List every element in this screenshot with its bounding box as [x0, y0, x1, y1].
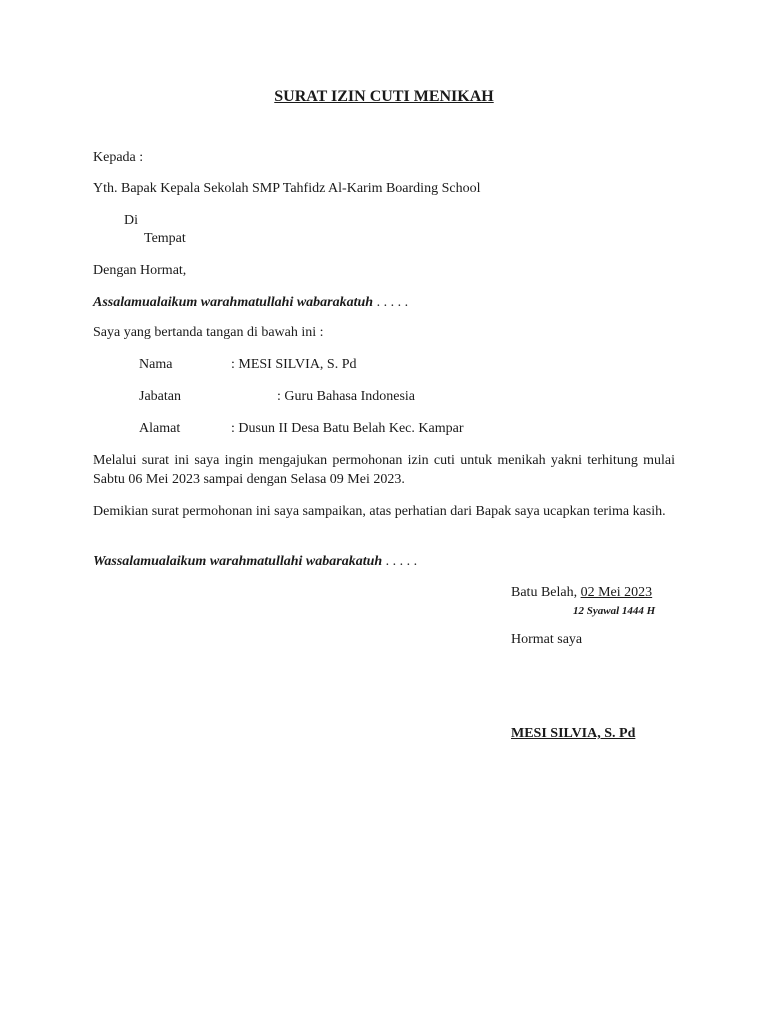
- closing-dots: . . . . .: [385, 554, 418, 569]
- at-label: Di: [124, 213, 138, 228]
- letter-title: SURAT IZIN CUTI MENIKAH: [274, 88, 494, 105]
- field-label-name: Nama: [139, 357, 173, 372]
- intro-text: Saya yang bertanda tangan di bawah ini :: [93, 325, 324, 340]
- field-value-position: : Guru Bahasa Indonesia: [277, 389, 416, 404]
- field-value-address: : Dusun II Desa Batu Belah Kec. Kampar: [231, 421, 464, 436]
- field-label-position: Jabatan: [139, 389, 181, 404]
- regards: Hormat saya: [511, 632, 583, 647]
- field-label-address: Alamat: [139, 421, 181, 436]
- salutation: Dengan Hormat,: [93, 263, 187, 278]
- opening-dots: . . . . .: [376, 295, 409, 310]
- closing-greeting-line: [93, 553, 417, 571]
- place-label: Tempat: [144, 231, 186, 246]
- place-prefix: Batu Belah,: [511, 585, 578, 600]
- date-line: [511, 584, 652, 602]
- recipient: Yth. Bapak Kepala Sekolah SMP Tahfidz Al-Karim Boarding School: [93, 181, 481, 196]
- field-value-name: : MESI SILVIA, S. Pd: [231, 357, 357, 372]
- hijri-date: 12 Syawal 1444 H: [573, 605, 656, 617]
- signatory-name: MESI SILVIA, S. Pd: [511, 726, 636, 741]
- body-paragraph: Melalui surat ini saya ingin mengajukan permohonan izin cuti untuk menikah yakni terhitung mulai Sabtu 06 Mei 2023 sampai dengan Selasa 09 Mei 2023.: [93, 453, 675, 487]
- gregorian-date: 02 Mei 2023: [580, 585, 653, 600]
- opening-greeting: Assalamualaikum warahmatullahi wabarakatuh: [93, 295, 374, 310]
- closing-greeting: Wassalamualaikum warahmatullahi wabarakatuh: [93, 554, 383, 569]
- closing-paragraph: Demikian surat permohonan ini saya sampaikan, atas perhatian dari Bapak saya ucapkan terima kasih.: [93, 504, 666, 519]
- to-label: Kepada :: [93, 150, 144, 165]
- opening-greeting-line: [93, 294, 408, 312]
